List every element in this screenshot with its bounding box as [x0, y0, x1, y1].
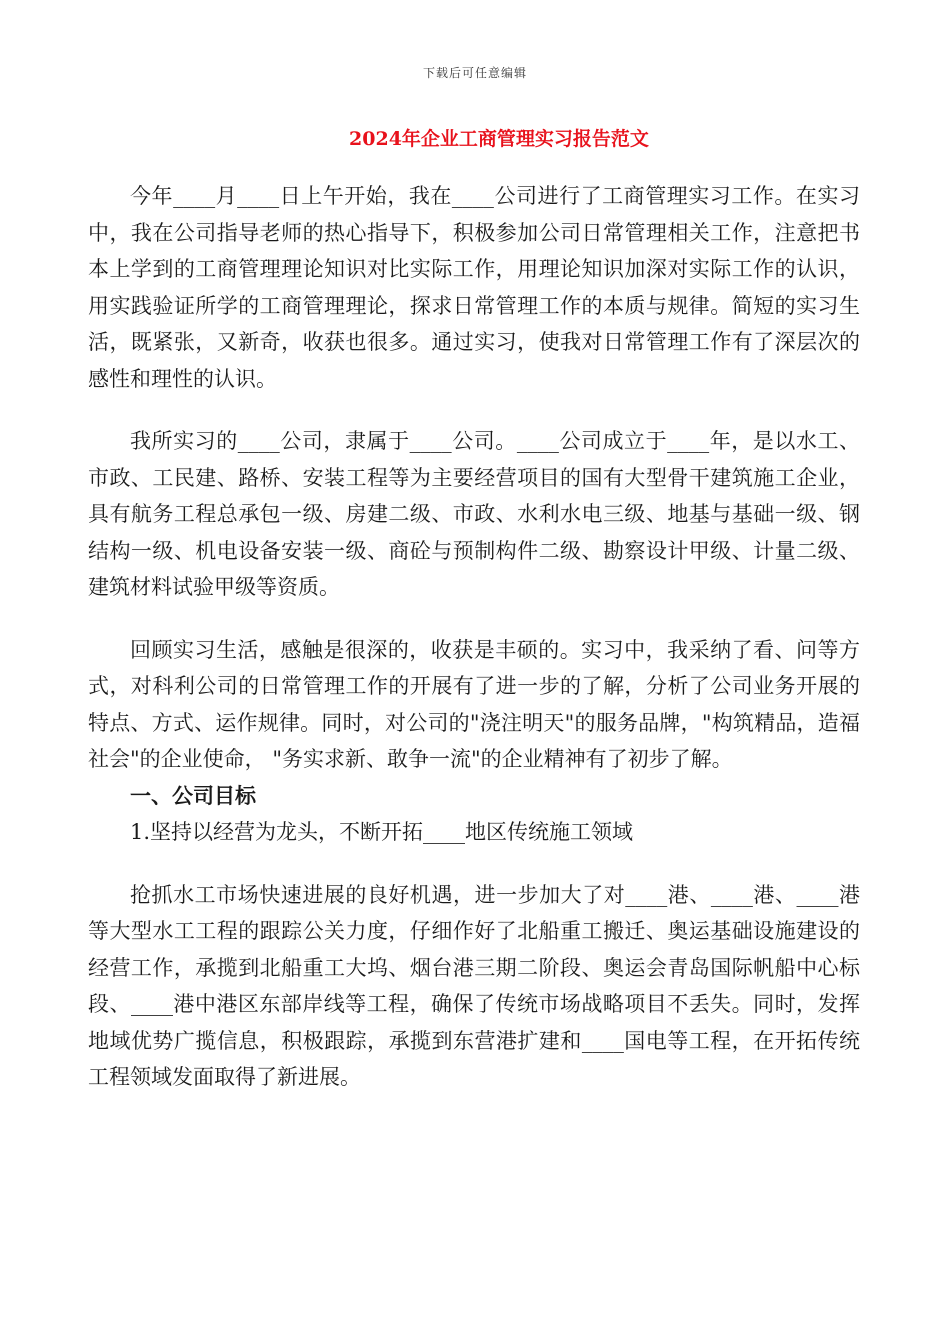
paragraph-company-profile: 我所实习的____公司，隶属于____公司。____公司成立于____年，是以水工、市政、工民建、路桥、安装工程等为主要经营项目的国有大型骨干建筑施工企业， 具有航务工程总承包一级、房建二级、市政、水利水电三级、地基与基础一级、钢结构一级、机电设备安装一级、商砼与预制构件二级、勘察设计甲级、计量二级、建筑材料试验甲级等资质。: [88, 429, 860, 599]
subsection-heading: 1.坚持以经营为龙头，不断开拓____地区传统施工领域: [130, 820, 634, 844]
document-title: 2024年企业工商管理实习报告范文: [349, 128, 649, 150]
header-note: 下载后可任意编辑: [422, 66, 527, 80]
paragraph-internship-intro: 今年____月____日上午开始，我在____公司进行了工商管理实习工作。在实习中，我在公司指导老师的热心指导下，积极参加公司日常管理相关工作，注意把书本上学到的工商管理理论知识对比实际工作，用理论知识加深对实际工作的认识，用实践验证所学的工商管理理论，探求日常管理工作的本质与规律。简短的实习生活，既紧张，又新奇，收获也很多。通过实习，使我对日常管理工作有了深层次的感性和理性的认识。: [88, 184, 860, 391]
paragraph-market-expansion: 抢抓水工市场快速进展的良好机遇，进一步加大了对____港、____港、____港等大型水工工程的跟踪公关力度，仔细作好了北船重工搬迁、奥运基础设施建设的经营工作，承揽到北船重工大坞、烟台港三期二阶段、奥运会青岛国际帆船中心标段、____港中港区东部岸线等工程，确保了传统市场战略项目不丢失。同时，发挥地域优势广揽信息，积极跟踪，承揽到东营港扩建和____国电等工程，在开拓传统工程领域发面取得了新进展。: [88, 882, 860, 1089]
paragraph-internship-review: 回顾实习生活，感触是很深的，收获是丰硕的。实习中，我采纳了看、问等方式，对科利公司的日常管理工作的开展有了进一步的了解，分析了公司业务开展的特点、方式、运作规律。同时，对公司的"浇注明天"的服务品牌，"构筑精品，造福社会"的企业使命， "务实求新、敢争一流"的企业精神有了初步了解。: [88, 637, 860, 771]
document-body: [88, 178, 860, 1096]
section-heading: 一、公司目标: [130, 782, 256, 808]
